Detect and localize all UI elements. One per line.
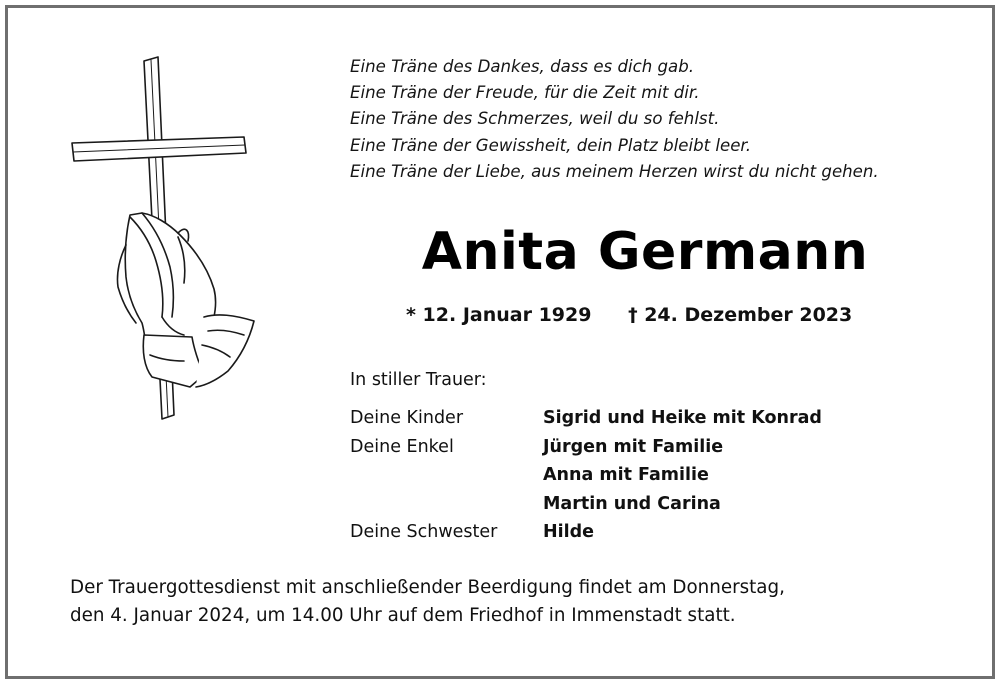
list-item <box>350 404 822 433</box>
relation-label: Deine Enkel <box>350 436 454 457</box>
life-dates <box>406 304 852 326</box>
relation-label: Deine Schwester <box>350 522 498 543</box>
notice-line: Der Trauergottesdienst mit anschließender Beerdigung findet am Donnerstag, <box>70 577 785 598</box>
mourner-names: Anna mit Familie <box>543 465 709 486</box>
birth-date: * 12. Januar 1929 <box>406 304 592 326</box>
mourner-names: Hilde <box>543 522 595 543</box>
relation-label: Deine Kinder <box>350 408 464 429</box>
list-item <box>350 518 822 547</box>
poem-line: Eine Träne der Freude, für die Zeit mit dir. <box>350 83 700 103</box>
poem-line: Eine Träne der Liebe, aus meinem Herzen wirst du nicht gehen. <box>350 161 879 181</box>
mourners-list <box>350 404 822 547</box>
death-date: † 24. Dezember 2023 <box>628 304 853 326</box>
relation-label <box>350 461 543 490</box>
mourner-names: Martin und Carina <box>543 493 721 514</box>
notice-line: den 4. Januar 2024, um 14.00 Uhr auf dem Friedhof in Immenstadt statt. <box>70 604 736 626</box>
relation-label <box>350 490 543 519</box>
poem-line: Eine Träne der Gewissheit, dein Platz bleibt leer. <box>350 135 752 155</box>
poem-verse <box>350 54 879 185</box>
list-item <box>350 433 822 462</box>
list-item <box>350 461 822 490</box>
funeral-notice <box>70 574 785 629</box>
list-item <box>350 490 822 519</box>
poem-line: Eine Träne des Dankes, dass es dich gab. <box>350 57 695 76</box>
cross-with-praying-hands-icon <box>58 55 268 435</box>
mourners-intro: In stiller Trauer: <box>350 370 487 390</box>
mourner-names: Sigrid und Heike mit Konrad <box>543 408 822 429</box>
poem-line: Eine Träne des Schmerzes, weil du so fehlst. <box>350 109 720 129</box>
deceased-name: Anita Germann <box>421 222 869 282</box>
mourner-names: Jürgen mit Familie <box>543 436 724 457</box>
